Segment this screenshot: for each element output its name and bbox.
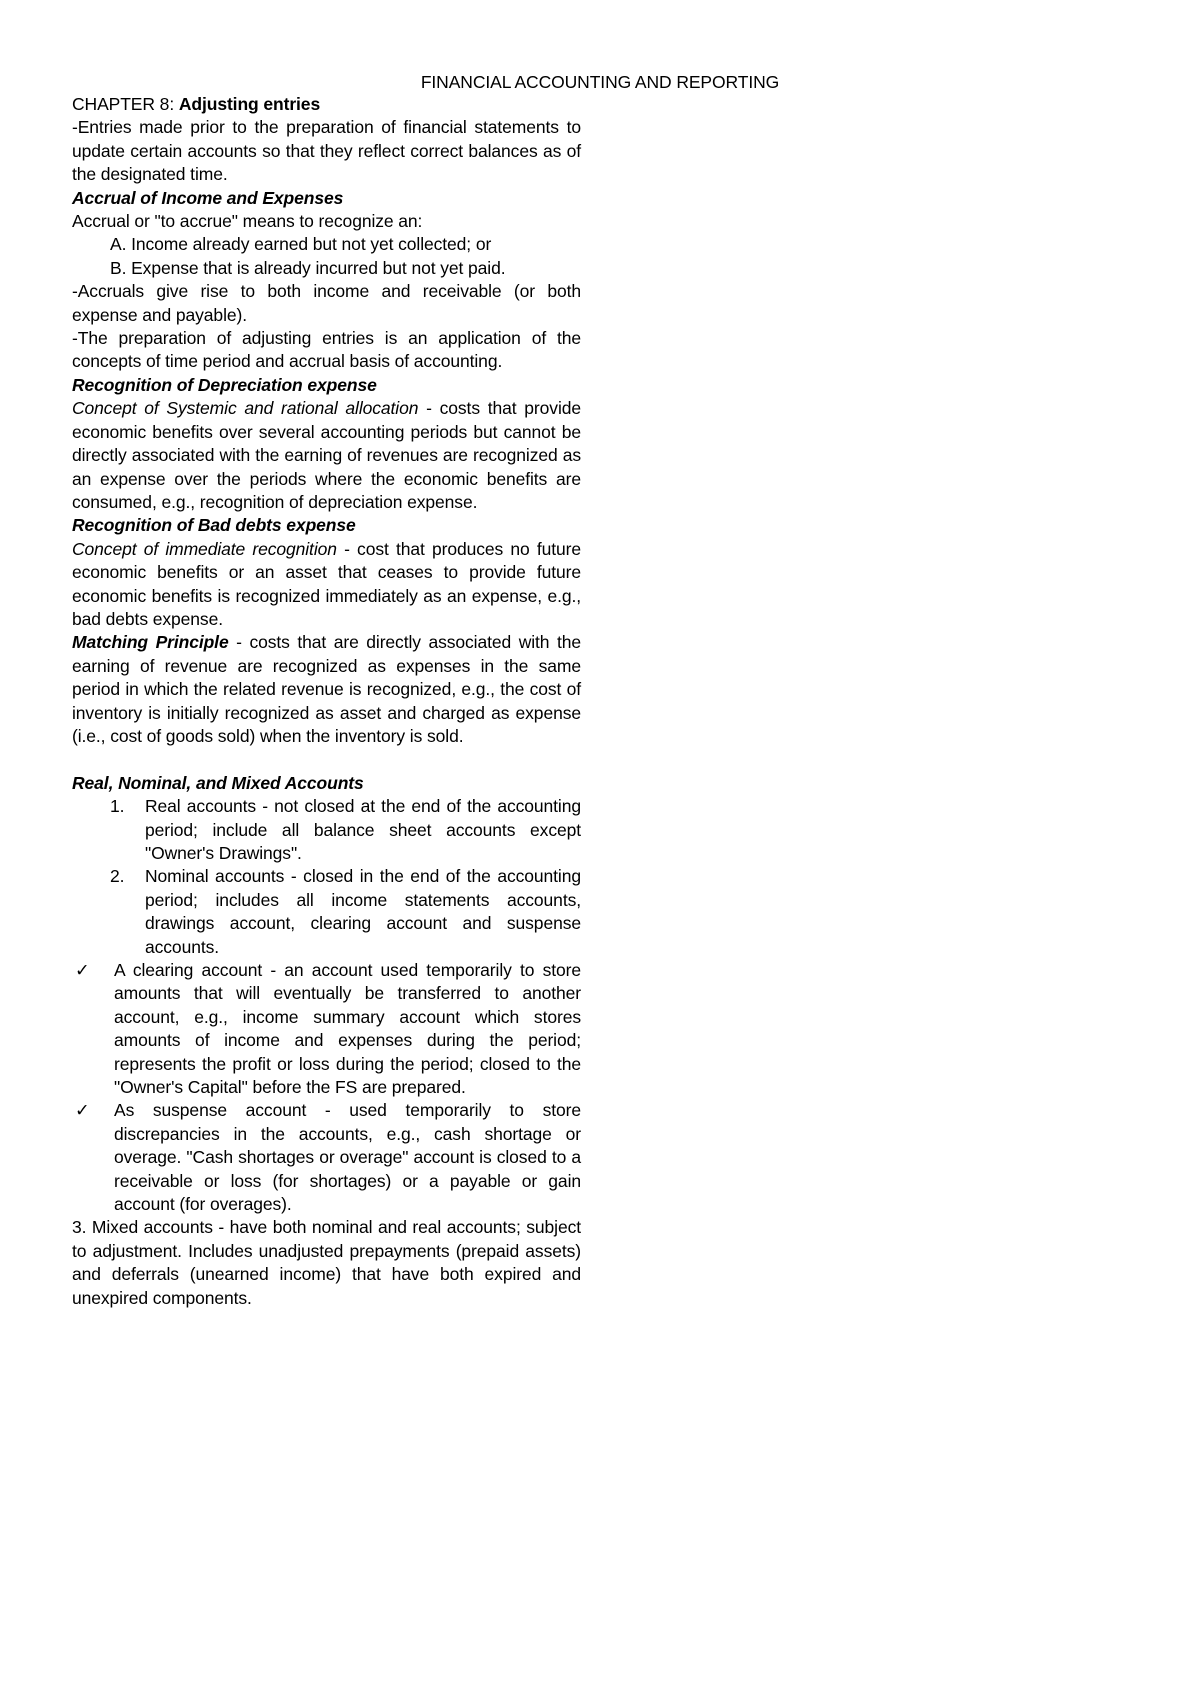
accrual-item-a: A. Income already earned but not yet collected; or xyxy=(110,234,492,255)
list-item-text: Real accounts - not closed at the end of the accounting period; include all balance sheet accounts except "Owner's Drawings". xyxy=(145,796,581,863)
list-item-real-accounts xyxy=(72,795,581,865)
depreciation-text: - costs that provide economic benefits over several accounting periods but cannot be directly associated with the earning of revenues are recognized as an expense over the periods where the economic benefits are consumed, e.g., recognition of depreciation expense. xyxy=(72,398,582,512)
chapter-title xyxy=(72,93,581,116)
check-item-text: As suspense account - used temporarily to store discrepancies in the accounts, e.g., cash shortage or overage. "Cash shortages or overage" account is closed to a receivable or loss (for shortages) or a payable or gain account (for overages). xyxy=(114,1100,581,1215)
check-item-text: A clearing account - an account used temporarily to store amounts that will eventually be transferred to another account, e.g., income summary account which stores amounts of income and expenses during the period; represents the profit or loss during the period; closed to the "Owner's Capital" before the FS are prepared. xyxy=(114,960,581,1098)
list-item-text: Nominal accounts - closed in the end of the accounting period; includes all income statements accounts, drawings account, clearing account and suspense accounts. xyxy=(145,866,581,957)
list-item-nominal-accounts xyxy=(72,865,581,959)
page-header: FINANCIAL ACCOUNTING AND REPORTING xyxy=(420,72,780,92)
list-marker: 1. xyxy=(110,796,125,817)
accrual-note-2: -The preparation of adjusting entries is an application of the concepts of time period and accrual basis of accounting. xyxy=(72,328,581,372)
accrual-note-1: -Accruals give rise to both income and receivable (or both expense and payable). xyxy=(72,281,581,325)
document-body xyxy=(72,93,581,1310)
section-spacer xyxy=(72,748,581,771)
chapter-name: Adjusting entries xyxy=(178,94,321,114)
mixed-accounts-paragraph: 3. Mixed accounts - have both nominal and real accounts; subject to adjustment. Includes unadjusted prepayments (prepaid assets) and deferrals (unearned income) that have both expired and unexpired components. xyxy=(72,1217,581,1308)
accrual-intro: Accrual or "to accrue" means to recognize an: xyxy=(72,211,423,232)
bad-debts-text: - cost that produces no future economic benefits or an asset that ceases to provide future economic benefits is recognized immediately as an expense, e.g., bad debts expense. xyxy=(72,538,582,629)
check-item-clearing-account xyxy=(72,959,581,1099)
checkmark-icon: ✓ xyxy=(75,960,90,981)
bad-debts-heading: Recognition of Bad debts expense xyxy=(72,515,356,536)
accounts-heading: Real, Nominal, and Mixed Accounts xyxy=(72,772,364,793)
checkmark-icon: ✓ xyxy=(75,1100,90,1121)
matching-text: - costs that are directly associated with the earning of revenue are recognized as expenses in the same period in which the related revenue is recognized, e.g., the cost of inventory is initially recognized as asset and charged as expense (i.e., cost of goods sold) when the inventory is sold. xyxy=(72,632,582,746)
bad-debts-paragraph xyxy=(72,538,581,632)
check-item-suspense-account xyxy=(72,1099,581,1216)
list-marker: 2. xyxy=(110,866,125,887)
depreciation-heading: Recognition of Depreciation expense xyxy=(72,374,377,395)
matching-paragraph xyxy=(72,631,581,748)
accrual-heading: Accrual of Income and Expenses xyxy=(72,187,344,208)
depreciation-paragraph xyxy=(72,397,581,514)
adjusting-entries-definition: -Entries made prior to the preparation of financial statements to update certain accounts so that they reflect correct balances as of the designated time. xyxy=(72,117,581,185)
chapter-prefix: CHAPTER 8: xyxy=(72,94,179,114)
matching-label: Matching Principle xyxy=(72,632,229,653)
depreciation-concept: Concept of Systemic and rational allocation xyxy=(72,398,419,419)
accrual-item-b: B. Expense that is already incurred but not yet paid. xyxy=(110,257,506,278)
bad-debts-concept: Concept of immediate recognition xyxy=(72,538,337,559)
